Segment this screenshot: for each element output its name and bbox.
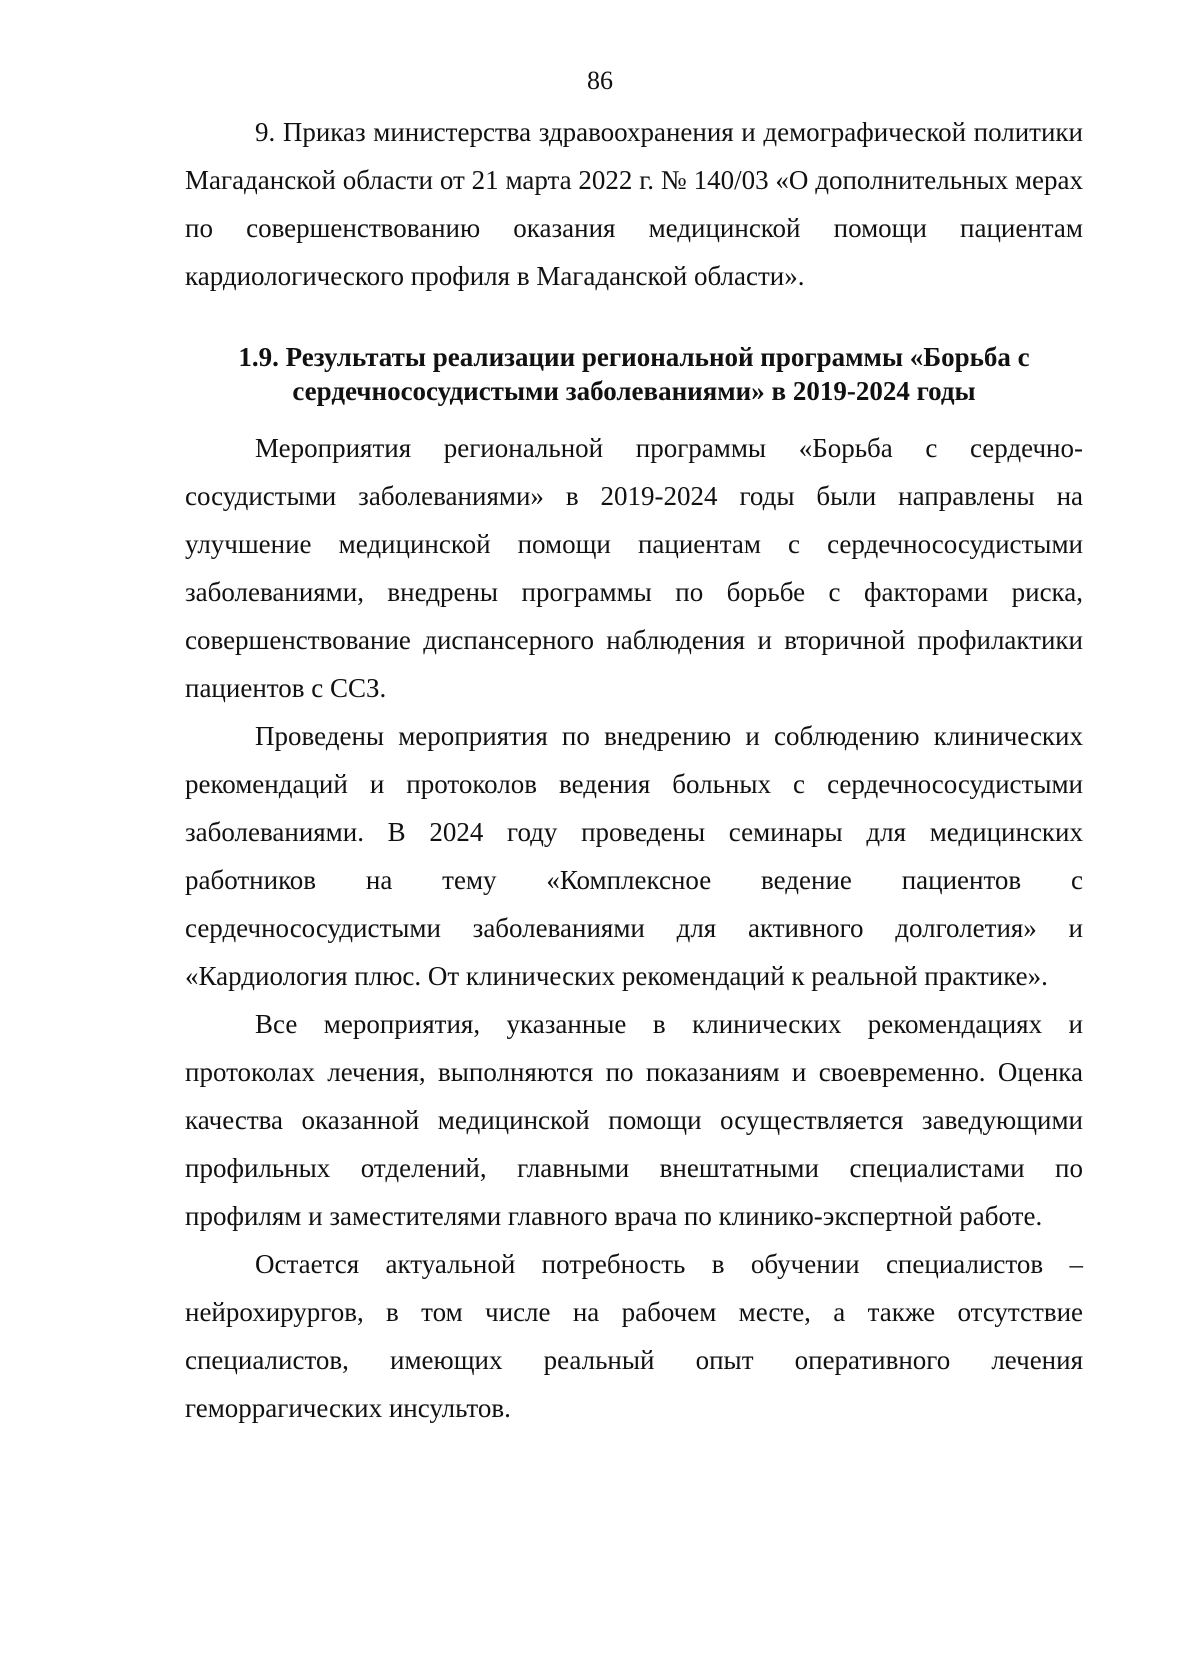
paragraph-training-needs: Остается актуальной потребность в обучении специалистов – нейрохирургов, в том числе на рабочем месте, а также отсутствие специалистов, имеющих реальный опыт оперативного лечения геморрагических инсультов. [185, 1249, 1083, 1423]
paragraph-program-measures: Мероприятия региональной программы «Борьба с сердечно-сосудистыми заболеваниями» в 2019-2024 годы были направлены на улучшение медицинской помощи пациентам с сердечнососудистыми заболеваниями, внедрены программы по борьбе с факторами риска, совершенствование диспансерного наблюдения и вторичной профилактики пациентов с ССЗ. [185, 433, 1083, 703]
paragraph-clinical-guidelines: Проведены мероприятия по внедрению и соблюдению клинических рекомендаций и протоколов ведения больных с сердечнососудистыми заболеваниями. В 2024 году проведены семинары для медицинских работников на тему «Комплексное ведение пациентов с сердечнососудистыми заболеваниями для активного долголетия» и «Кардиология плюс. От клинических рекомендаций к реальной практике». [185, 721, 1083, 991]
page-content [185, 108, 1083, 1432]
paragraph-order-reference: 9. Приказ министерства здравоохранения и демографической политики Магаданской области от 21 марта 2022 г. № 140/03 «О дополнительных мерах по совершенствованию оказания медицинской помощи пациентам кардиологического профиля в Магаданской области». [185, 117, 1083, 291]
section-heading: 1.9. Результаты реализации региональной программы «Борьба с сердечнососудистыми заболеваниями» в 2019-2024 годы [238, 342, 1030, 406]
paragraph-quality-assessment: Все мероприятия, указанные в клинических рекомендациях и протоколах лечения, выполняются по показаниям и своевременно. Оценка качества оказанной медицинской помощи осуществляется заведующими профильных отделений, главными внештатными специалистами по профилям и заместителями главного врача по клинико-экспертной работе. [185, 1009, 1083, 1231]
page-number: 86 [587, 66, 613, 95]
